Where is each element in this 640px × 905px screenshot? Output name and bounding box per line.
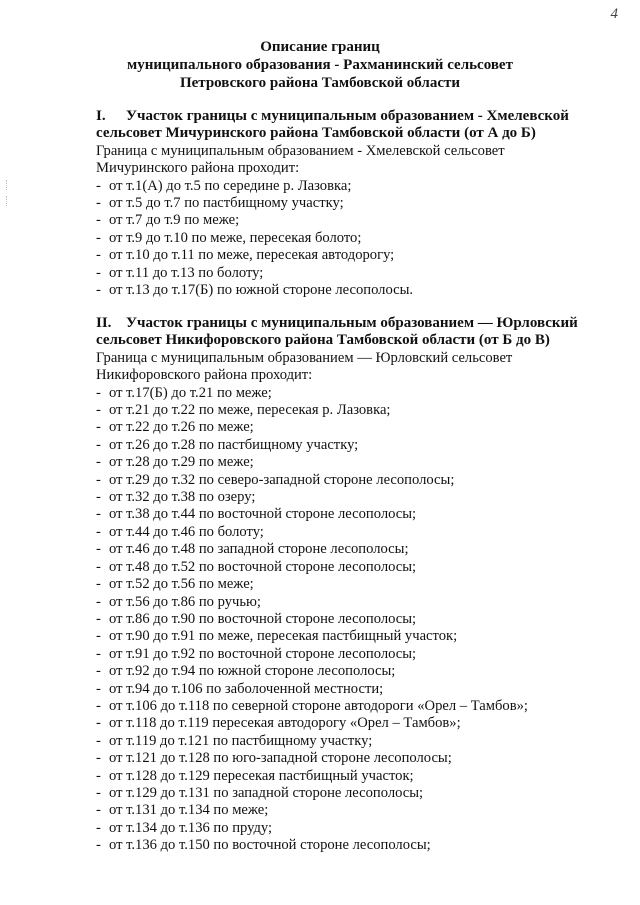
boundary-item-text: от т.90 до т.91 по меже, пересекая пастбищный участок;: [109, 628, 458, 645]
boundary-item-text: от т.32 до т.38 по озеру;: [109, 489, 256, 506]
boundary-item: [96, 681, 606, 698]
list-dash: -: [96, 663, 101, 680]
boundary-item-text: от т.129 до т.131 по западной стороне лесополосы;: [109, 784, 424, 801]
list-dash: -: [96, 436, 101, 453]
section-2: [96, 315, 606, 855]
boundary-item: [96, 802, 606, 819]
boundary-item: [96, 385, 606, 402]
boundary-item: [96, 247, 606, 264]
boundary-item-text: от т.52 до т.56 по меже;: [109, 576, 254, 593]
list-dash: -: [96, 715, 101, 732]
intro-line: Граница с муниципальным образованием - Хмелевской сельсовет: [96, 142, 505, 159]
page-number: 4: [610, 6, 618, 22]
boundary-item: [96, 628, 606, 645]
list-dash: -: [96, 454, 101, 471]
boundary-item: [96, 402, 606, 419]
list-dash: -: [96, 837, 101, 854]
list-dash: -: [96, 489, 101, 506]
list-dash: -: [96, 697, 101, 714]
boundary-item: [96, 785, 606, 802]
list-dash: -: [96, 610, 101, 627]
list-dash: -: [96, 506, 101, 523]
boundary-item-text: от т.22 до т.26 по меже;: [109, 419, 254, 436]
list-dash: -: [96, 471, 101, 488]
section-number: I.: [96, 108, 106, 124]
boundary-item-text: от т.56 до т.86 по ручью;: [109, 593, 261, 610]
boundary-item: [96, 282, 606, 299]
boundary-item-text: от т.11 до т.13 по болоту;: [109, 264, 264, 281]
boundary-item-text: от т.118 до т.119 пересекая автодорогу «Орел – Тамбов»;: [109, 715, 461, 732]
boundary-item-text: от т.10 до т.11 по меже, пересекая автодорогу;: [109, 247, 395, 264]
list-dash: -: [96, 732, 101, 749]
boundary-item: [96, 663, 606, 680]
boundary-item: [96, 419, 606, 436]
boundary-item-text: от т.119 до т.121 по пастбищному участку;: [109, 732, 373, 749]
boundary-item-text: от т.7 до т.9 по меже;: [109, 212, 240, 229]
boundary-item-text: от т.44 до т.46 по болоту;: [109, 523, 264, 540]
boundary-item: [96, 646, 606, 663]
boundary-item-text: от т.38 до т.44 по восточной стороне лесополосы;: [109, 506, 417, 523]
boundary-item-text: от т.9 до т.10 по меже, пересекая болото;: [109, 229, 362, 246]
scan-artifact: [6, 180, 13, 190]
list-dash: -: [96, 177, 101, 194]
boundary-item-text: от т.91 до т.92 по восточной стороне лесополосы;: [109, 645, 417, 662]
list-dash: -: [96, 645, 101, 662]
list-dash: -: [96, 229, 101, 246]
document-title: [0, 38, 640, 92]
boundary-item: [96, 559, 606, 576]
boundary-item-text: от т.13 до т.17(Б) по южной стороне лесополосы.: [109, 282, 414, 299]
boundary-item: [96, 541, 606, 558]
boundary-item-text: от т.134 до т.136 по пруду;: [109, 819, 273, 836]
section-heading: [96, 315, 606, 350]
boundary-item: [96, 611, 606, 628]
boundary-item: [96, 698, 606, 715]
boundary-item: [96, 212, 606, 229]
boundary-item-text: от т.1(А) до т.5 по середине р. Лазовка;: [109, 177, 352, 194]
list-dash: -: [96, 402, 101, 419]
list-dash: -: [96, 212, 101, 229]
boundary-item-text: от т.17(Б) до т.21 по меже;: [109, 384, 272, 401]
boundary-item-text: от т.48 до т.52 по восточной стороне лесополосы;: [109, 558, 417, 575]
list-dash: -: [96, 593, 101, 610]
boundary-item: [96, 265, 606, 282]
heading-line: сельсовет Мичуринского района Тамбовской области (от А до Б): [96, 125, 536, 142]
list-dash: -: [96, 680, 101, 697]
boundary-item-text: от т.28 до т.29 по меже;: [109, 454, 254, 471]
list-dash: -: [96, 384, 101, 401]
list-dash: -: [96, 819, 101, 836]
boundary-item: [96, 524, 606, 541]
boundary-item-text: от т.94 до т.106 по заболоченной местности;: [109, 680, 384, 697]
boundary-item: [96, 454, 606, 471]
list-dash: -: [96, 264, 101, 281]
boundary-item: [96, 230, 606, 247]
boundary-item: [96, 195, 606, 212]
list-dash: -: [96, 802, 101, 819]
list-dash: -: [96, 419, 101, 436]
intro-line: Граница с муниципальным образованием — Юрловский сельсовет: [96, 349, 513, 366]
boundary-item: [96, 733, 606, 750]
title-line: Петровского района Тамбовской области: [179, 75, 461, 91]
boundary-item-text: от т.21 до т.22 по меже, пересекая р. Лазовка;: [109, 402, 391, 419]
intro-line: Никифоровского района проходит:: [96, 367, 313, 384]
intro-line: Мичуринского района проходит:: [96, 160, 300, 177]
boundary-item: [96, 594, 606, 611]
list-dash: -: [96, 784, 101, 801]
boundary-item-text: от т.26 до т.28 по пастбищному участку;: [109, 436, 359, 453]
boundary-item: [96, 576, 606, 593]
boundary-item: [96, 437, 606, 454]
list-dash: -: [96, 576, 101, 593]
list-dash: -: [96, 282, 101, 299]
list-dash: -: [96, 541, 101, 558]
boundary-item-text: от т.86 до т.90 по восточной стороне лесополосы;: [109, 610, 417, 627]
boundary-item-text: от т.128 до т.129 пересекая пастбищный участок;: [109, 767, 414, 784]
title-line: муниципального образования - Рахманинский сельсовет: [127, 57, 513, 73]
boundary-item-text: от т.121 до т.128 по юго-западной стороне лесополосы;: [109, 750, 452, 767]
boundary-item-text: от т.106 до т.118 по северной стороне автодороги «Орел – Тамбов»;: [109, 697, 528, 714]
list-dash: -: [96, 558, 101, 575]
list-dash: -: [96, 628, 101, 645]
boundary-item-text: от т.136 до т.150 по восточной стороне лесополосы;: [109, 837, 431, 854]
boundary-item: [96, 489, 606, 506]
scan-artifact: [6, 196, 13, 206]
boundary-item: [96, 750, 606, 767]
boundary-item: [96, 820, 606, 837]
boundary-item-text: от т.131 до т.134 по меже;: [109, 802, 269, 819]
title-line: Описание границ: [260, 39, 380, 55]
boundary-item: [96, 837, 606, 854]
list-dash: -: [96, 523, 101, 540]
list-dash: -: [96, 247, 101, 264]
boundary-list: [96, 178, 606, 300]
boundary-item: [96, 715, 606, 732]
heading-line: Участок границы с муниципальным образованием - Хмелевской: [126, 108, 569, 124]
boundary-item-text: от т.5 до т.7 по пастбищному участку;: [109, 195, 344, 212]
boundary-item: [96, 506, 606, 523]
boundary-list: [96, 385, 606, 855]
section-1: [96, 108, 606, 299]
section-intro: [96, 350, 606, 385]
heading-line: Участок границы с муниципальным образованием — Юрловский: [126, 315, 578, 331]
heading-line: сельсовет Никифоровского района Тамбовской области (от Б до В): [96, 332, 550, 349]
list-dash: -: [96, 195, 101, 212]
list-dash: -: [96, 767, 101, 784]
boundary-item: [96, 768, 606, 785]
boundary-item-text: от т.29 до т.32 по северо-западной стороне лесополосы;: [109, 471, 455, 488]
list-dash: -: [96, 750, 101, 767]
boundary-item: [96, 178, 606, 195]
section-intro: [96, 143, 606, 178]
section-heading: [96, 108, 606, 143]
section-number: II.: [96, 315, 112, 331]
boundary-item-text: от т.92 до т.94 по южной стороне лесополосы;: [109, 663, 396, 680]
boundary-item: [96, 472, 606, 489]
boundary-item-text: от т.46 до т.48 по западной стороне лесополосы;: [109, 541, 409, 558]
